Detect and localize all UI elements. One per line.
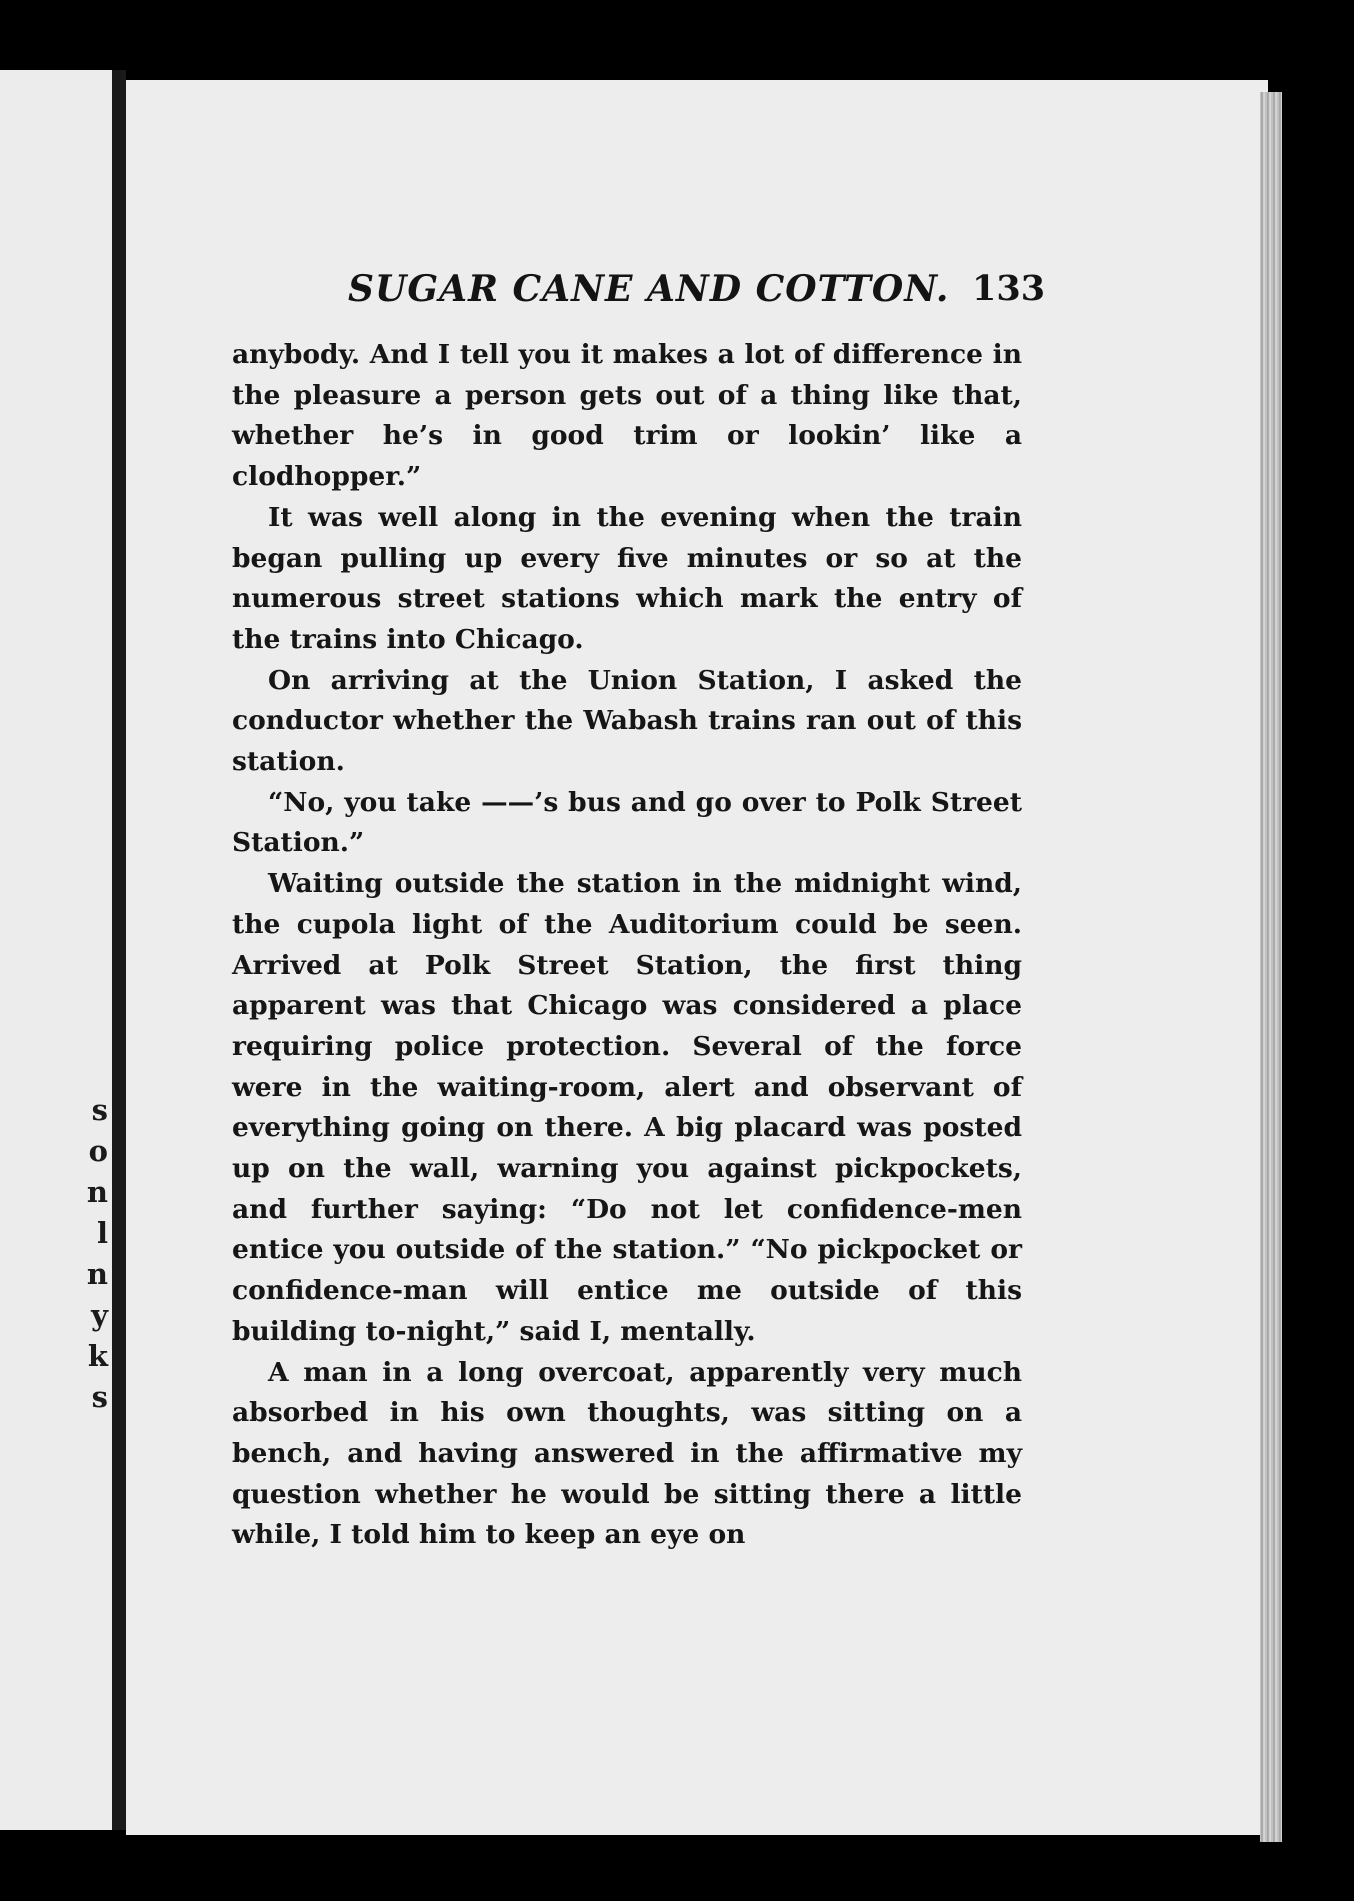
left-fragment: n: [86, 1257, 108, 1291]
left-page-text-fragments: [87, 1090, 108, 1418]
paragraph: anybody. And I tell you it makes a lot of difference in the pleasure a person gets out of a thing like that, whether he’s in good trim or lookin’ like a clodhopper.”: [232, 339, 1022, 493]
paragraph: On arriving at the Union Station, I asked the conductor whether the Wabash trains ran out of this station.: [232, 664, 1022, 778]
running-head: [340, 268, 1046, 318]
left-fragment: l: [96, 1216, 108, 1250]
left-fragment: s: [91, 1093, 108, 1127]
left-page-edge: [0, 70, 112, 1830]
paragraph: Waiting outside the station in the midnight wind, the cupola light of the Auditorium could be seen. Arrived at Polk Street Station, the first thing apparent was that Chicago was considered a place requiring police protection. Several of the force were in the waiting-room, alert and observant of everything going on there. A big placard was posted up on the wall, warning you against pickpockets, and further saying: “Do not let confidence-men entice you outside of the station.” “No pickpocket or confidence-man will entice me outside of this building to-night,” said I, mentally.: [232, 868, 1022, 1347]
left-fragment: n: [86, 1175, 108, 1209]
page-body-text: [232, 335, 1022, 1556]
paragraph: A man in a long overcoat, apparently very much absorbed in his own thoughts, was sitting on a bench, and having answered in the affirmative my question whether he would be sitting there a little while, I told him to keep an eye on: [232, 1356, 1022, 1551]
page-edge-stack: [1260, 92, 1282, 1842]
paragraph: It was well along in the evening when the train began pulling up every five minutes or so at the numerous street stations which mark the entry of the trains into Chicago.: [232, 501, 1022, 655]
left-fragment: k: [87, 1339, 108, 1373]
left-fragment: y: [91, 1298, 108, 1332]
left-fragment: o: [88, 1134, 108, 1168]
page-number: 133: [972, 268, 1046, 309]
book-gutter: [112, 70, 126, 1830]
paragraph: “No, you take ——’s bus and go over to Polk Street Station.”: [232, 786, 1022, 859]
left-fragment: s: [91, 1380, 108, 1414]
running-head-title: SUGAR CANE AND COTTON.: [348, 268, 950, 310]
